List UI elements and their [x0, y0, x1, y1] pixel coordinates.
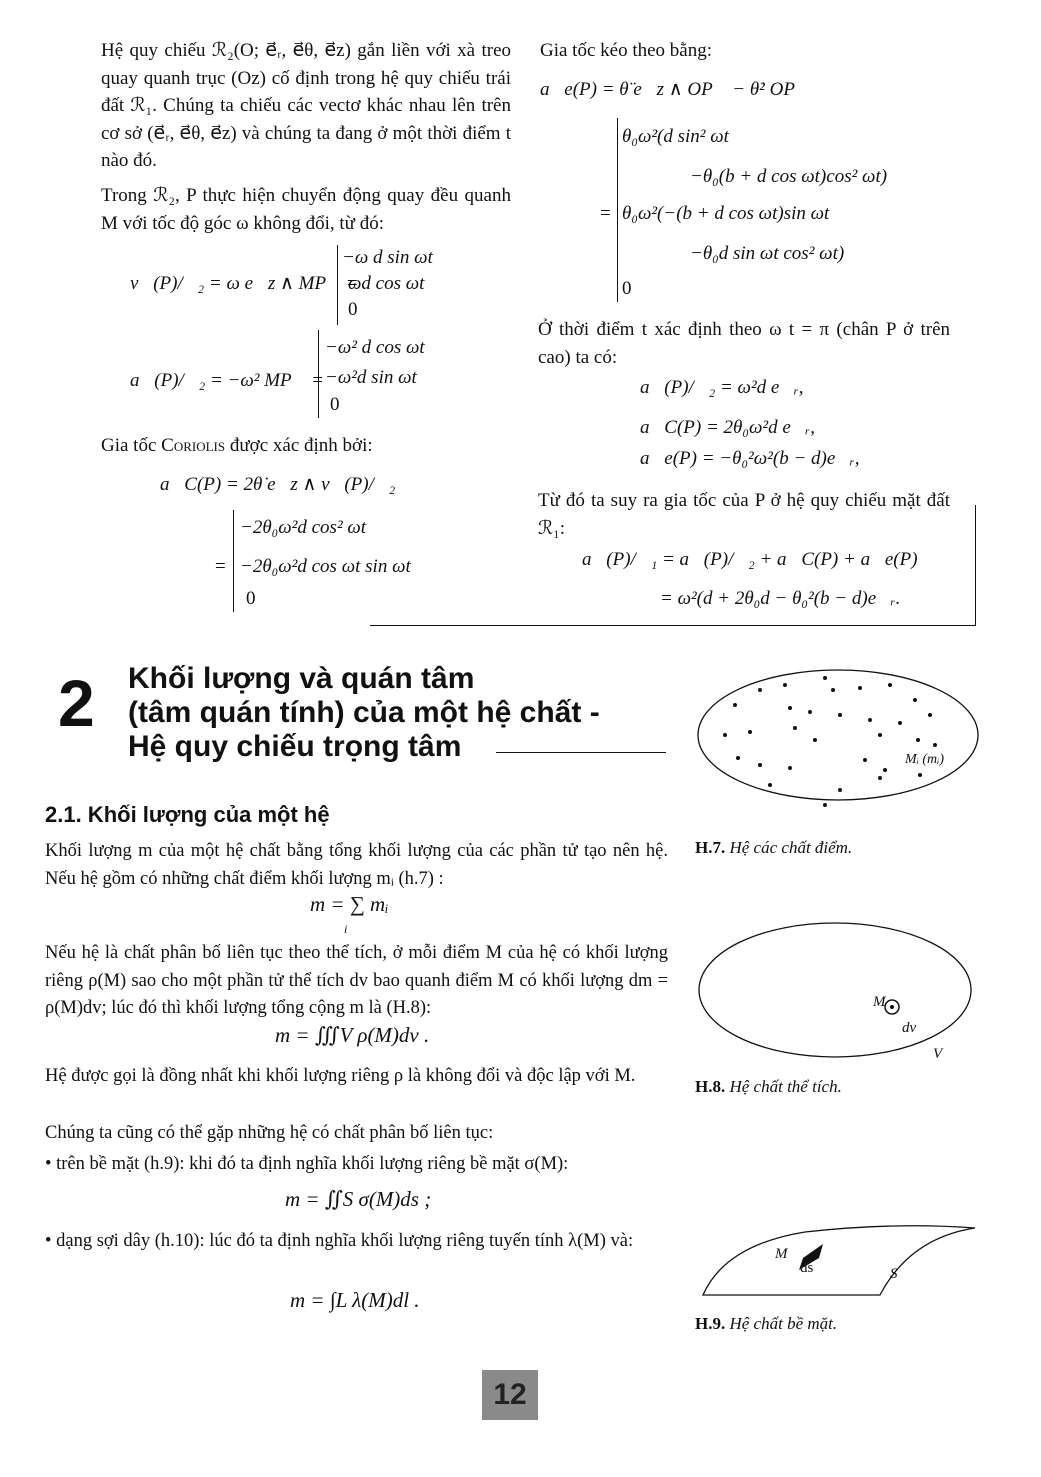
section-title-line: Hệ quy chiếu trọng tâm — [128, 730, 462, 763]
equation-coriolis-row: −2θ₀ω²d cos ωt sin ωt — [240, 556, 411, 577]
equation-velocity-lhs: v⃗(P)/ℛ₂ = ω e⃗z ∧ MP⃗ = — [130, 273, 359, 294]
point-mass-dot — [898, 721, 902, 725]
point-mass-dot — [858, 686, 862, 690]
point-mass-dot — [888, 683, 892, 687]
point-mass-dot — [723, 733, 727, 737]
point-mass-dot — [916, 738, 920, 742]
paragraph-coriolis — [101, 432, 373, 460]
point-mass-dot — [838, 788, 842, 792]
point-mass-dot — [878, 733, 882, 737]
point-mass-dot — [918, 773, 922, 777]
point-mass-dot — [823, 676, 827, 680]
frame-border — [975, 505, 976, 625]
caption-text: Hệ các chất điểm. — [725, 838, 853, 857]
point-mass-dot — [783, 683, 787, 687]
point-mass-dot — [868, 718, 872, 722]
paragraph-time: Ở thời điểm t xác định theo ω t = π (chân P ở trên cao) ta có: — [538, 319, 950, 368]
title-rule — [496, 752, 666, 753]
h8-point-label: M — [873, 994, 886, 1010]
paragraph-reference-frame: Hệ quy chiếu ℛ₂(O; e⃗ᵣ, e⃗θ, e⃗z) gắn liền với xà treo quay quanh trục (Oz) cố định trong hệ quy chiếu trái đất ℛ₁. Chúng ta chiếu các vectơ khác nhau lên trên cơ sở (e⃗ᵣ, e⃗θ, e⃗z) và chúng ta đang ở một thời điểm t nào đó. — [101, 40, 511, 171]
text: Gia tốc — [101, 435, 162, 456]
point-mass-dot — [768, 783, 772, 787]
point-mass-dot — [788, 706, 792, 710]
equation-coriolis-row: 0 — [246, 588, 256, 609]
h8-volume-label: V — [933, 1046, 943, 1062]
figure-h8-volume — [695, 915, 985, 1065]
point-mass-dot — [758, 688, 762, 692]
h8-dv-label: dv — [902, 1020, 917, 1036]
equation-velocity-row: ωd cos ωt — [348, 273, 425, 294]
equation-velocity-row: 0 — [348, 299, 358, 320]
point-mass-dot — [863, 758, 867, 762]
matrix-bar — [233, 510, 234, 612]
frame-border — [370, 625, 976, 626]
paragraph-mass: Khối lượng m của một hệ chất bằng tổng khối lượng của các phần tử tạo nên hệ. Nếu hệ gồm có những chất điểm khối lượng mᵢ (h.7) : — [45, 841, 668, 889]
equation-volume: m = ∭V ρ(M)dv . — [275, 1023, 430, 1047]
bullet-surface: • trên bề mặt (h.9): khi đó ta định nghĩa khối lượng riêng bề mặt σ(M): — [45, 1154, 569, 1174]
coriolis-name: Coriolis — [161, 435, 226, 456]
equation-line: m = ∫L λ(M)dl . — [290, 1288, 420, 1312]
equation-surface: m = ∬S σ(M)ds ; — [285, 1187, 432, 1211]
section-title-line: Khối lượng và quán tâm — [128, 662, 475, 695]
equation-acceleration-row: −ω²d sin ωt — [325, 367, 417, 388]
paragraph-conclusion: Từ đó ta suy ra gia tốc của P ở hệ quy chiếu mặt đất ℛ₁: — [538, 490, 950, 539]
figure-caption-h7 — [695, 838, 852, 858]
figure-caption-h8 — [695, 1077, 842, 1097]
equation-acceleration-row: 0 — [330, 394, 340, 415]
page-number: 12 — [482, 1370, 538, 1420]
point-mass-dot — [813, 738, 817, 742]
equation-sum-index: i — [344, 922, 348, 936]
equation-final-2: = ω²(d + 2θ₀d − θ₀²(b − d)e⃗ᵣ. — [660, 588, 901, 609]
point-mass-dot — [808, 710, 812, 714]
figure-h9-surface — [695, 1220, 985, 1300]
subsection-title: 2.1. Khối lượng của một hệ — [45, 802, 330, 827]
equation-final-1: a⃗(P)/ℛ₁ = a⃗(P)/ℛ₂ + a⃗C(P) + a⃗e(P) — [582, 549, 918, 570]
caption-number: H.7. — [695, 838, 726, 857]
paragraph-volume: Nếu hệ là chất phân bố liên tục theo thể tích, ở mỗi điểm M của hệ có khối lượng riêng ρ(M) sao cho một phần tử thể tích dv bao quanh điểm M có khối lượng dm = ρ(M)dv; lúc đó thì khối lượng tổng cộng m là (H.8): — [45, 943, 668, 1018]
equation-acceleration-row: −ω² d cos ωt — [325, 337, 425, 358]
equation-result: a⃗(P)/ℛ₂ = ω²d e⃗ᵣ, — [640, 377, 804, 398]
caption-number: H.9. — [695, 1314, 726, 1333]
point-mass-dot — [788, 766, 792, 770]
figure-caption-h9 — [695, 1314, 837, 1334]
point-mass-dot — [883, 768, 887, 772]
point-mass-dot — [758, 763, 762, 767]
point-mass-dot — [838, 713, 842, 717]
equals-sign: = — [600, 203, 611, 224]
matrix-bar — [318, 330, 319, 418]
point-mass-dot — [878, 776, 882, 780]
text: được xác định bởi: — [225, 435, 373, 456]
equation-drag-row: 0 — [622, 278, 632, 299]
point-mass-dot — [748, 730, 752, 734]
caption-text: Hệ chất bề mặt. — [725, 1314, 838, 1333]
equation-result: a⃗C(P) = 2θ₀ω²d e⃗ᵣ, — [640, 417, 815, 438]
matrix-bar — [337, 245, 338, 325]
equation-drag: a⃗e(P) = θ̈ e⃗z ∧ OP⃗ − θ̇² OP⃗ — [540, 79, 810, 100]
equation-coriolis-row: −2θ₀ω²d cos² ωt — [240, 517, 367, 538]
h9-point-label: M — [775, 1246, 788, 1262]
equation-result: a⃗e(P) = −θ₀²ω²(b − d)e⃗ᵣ, — [640, 448, 860, 469]
equals-sign: = — [215, 556, 226, 577]
equation-drag-row: −θ₀(b + d cos ωt)cos² ωt) — [690, 166, 888, 187]
point-mass-dot — [736, 756, 740, 760]
section-title-line: (tâm quán tính) của một hệ chất - — [128, 696, 600, 729]
equation-velocity-row: −ω d sin ωt — [342, 247, 433, 268]
point-mass-dot — [933, 743, 937, 747]
point-mass-dot — [823, 803, 827, 807]
section-number: 2 — [58, 666, 95, 740]
equation-drag-row: −θ₀d sin ωt cos² ωt) — [690, 243, 845, 264]
equation-drag-row: θ₀ω²(−(b + d cos ωt)sin ωt — [622, 203, 830, 224]
equation-drag-row: θ₀ω²(d sin² ωt — [622, 126, 729, 147]
h9-surface-label: S — [890, 1266, 898, 1282]
equation-sum: m = ∑ mᵢ — [310, 892, 389, 916]
h9-ds-label: ds — [800, 1260, 814, 1276]
bullet-wire: • dạng sợi dây (h.10): lúc đó ta định nghĩa khối lượng riêng tuyến tính λ(M) và: — [45, 1231, 634, 1251]
point-mass-dot — [928, 713, 932, 717]
point-mass-dot — [831, 688, 835, 692]
figure-h7-point-masses — [690, 660, 990, 820]
caption-number: H.8. — [695, 1077, 726, 1096]
point-mass-dot — [913, 698, 917, 702]
point-mass-dot — [793, 726, 797, 730]
paragraph-drag-acceleration: Gia tốc kéo theo bằng: — [540, 40, 713, 61]
paragraph-homogeneous: Hệ được gọi là đồng nhất khi khối lượng riêng ρ là không đổi và độc lập với M. — [45, 1066, 636, 1086]
paragraph-continuous: Chúng ta cũng có thể gặp những hệ có chất phân bố liên tục: — [45, 1123, 494, 1143]
equation-acceleration-lhs: a⃗(P)/ℛ₂ = −ω² MP⃗ = — [130, 370, 324, 391]
paragraph-rotation: Trong ℛ₂, P thực hiện chuyển động quay đều quanh M với tốc độ góc ω không đổi, từ đó: — [101, 185, 511, 234]
point-mass-dot — [733, 703, 737, 707]
equation-coriolis: a⃗C(P) = 2θ̇ e⃗z ∧ v⃗(P)/ℛ₂ — [160, 474, 396, 495]
caption-text: Hệ chất thể tích. — [725, 1077, 842, 1096]
h7-mass-label: Mᵢ (mᵢ) — [905, 752, 945, 767]
matrix-bar — [617, 118, 618, 302]
